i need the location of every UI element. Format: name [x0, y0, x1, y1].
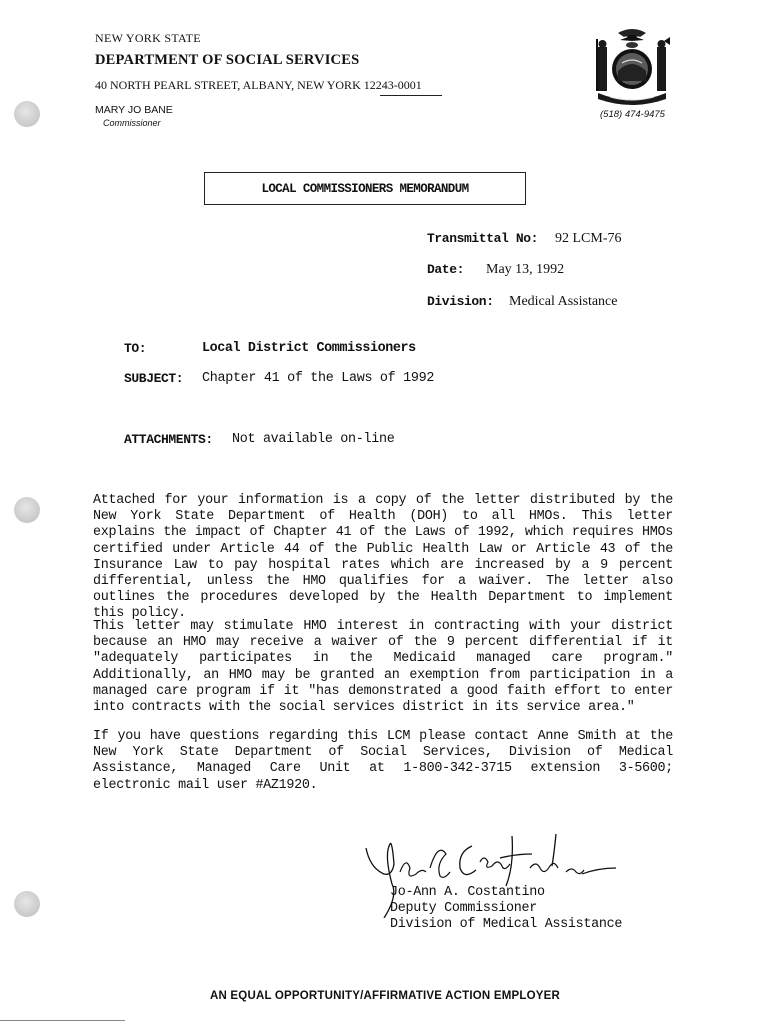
to-value: Local District Commissioners: [202, 341, 416, 356]
body-paragraph-3: If you have questions regarding this LCM please contact Anne Smith at the New York State Department of Social Services, Division of Medical Assistance, Managed Care Unit at 1-800-342-3715 extension 3-5600; electronic mail user #AZ1920.: [93, 729, 673, 793]
bottom-rule: [0, 1020, 125, 1021]
punch-hole-top: [14, 101, 40, 127]
to-label: TO:: [124, 341, 147, 356]
attachments-value: Not available on-line: [232, 432, 395, 447]
phone-number: (518) 474-9475: [600, 109, 665, 120]
memo-title: LOCAL COMMISSIONERS MEMORANDUM: [261, 182, 469, 196]
letterhead-department: DEPARTMENT OF SOCIAL SERVICES: [95, 52, 360, 68]
transmittal-value: 92 LCM-76: [555, 231, 622, 246]
subject-value: Chapter 41 of the Laws of 1992: [202, 371, 435, 386]
signer-name: Jo-Ann A. Costantino: [390, 885, 545, 900]
letterhead-state: NEW YORK STATE: [95, 31, 201, 45]
punch-hole-middle: [14, 497, 40, 523]
commissioner-name: MARY JO BANE: [95, 104, 173, 116]
footer-eoe: AN EQUAL OPPORTUNITY/AFFIRMATIVE ACTION EMPLOYER: [210, 990, 560, 1002]
body-paragraph-1: Attached for your information is a copy of the letter distributed by the New York State Department of Health (DOH) to all HMOs. This letter explains the impact of Chapter 41 of the Laws of 1992, which requires HMOs certified under Article 44 of the Public Health Law or Article 43 of the Insurance Law to pay hospital rates which are increased by a 9 percent differential, unless the HMO qualifies for a waiver. The letter also outlines the procedures developed by the Health Department to implement this policy.: [93, 493, 673, 622]
subject-label: SUBJECT:: [124, 371, 184, 386]
commissioner-title: Commissioner: [103, 118, 161, 128]
letterhead-address: 40 NORTH PEARL STREET, ALBANY, NEW YORK 12243-0001: [95, 78, 422, 92]
date-label: Date:: [427, 262, 465, 277]
date-value: May 13, 1992: [486, 262, 565, 277]
signer-title: Deputy Commissioner: [390, 901, 537, 916]
division-label: Division:: [427, 294, 494, 309]
punch-hole-bottom: [14, 891, 40, 917]
memo-title-box: [204, 172, 526, 205]
attachments-label: ATTACHMENTS:: [124, 432, 213, 447]
new-york-state-seal-icon: [592, 25, 672, 107]
body-paragraph-2: This letter may stimulate HMO interest in contracting with your district because an HMO may receive a waiver of the 9 percent differential if it "adequately participates in the Medicaid managed care program." Additionally, an HMO may be granted an exemption from participation in a managed care program if it "has demonstrated a good faith effort to enter into contracts with the social services district in its service area.": [93, 619, 673, 716]
signer-division: Division of Medical Assistance: [390, 917, 623, 932]
division-value: Medical Assistance: [509, 294, 618, 309]
address-underline: [380, 95, 442, 96]
transmittal-label: Transmittal No:: [427, 231, 539, 246]
